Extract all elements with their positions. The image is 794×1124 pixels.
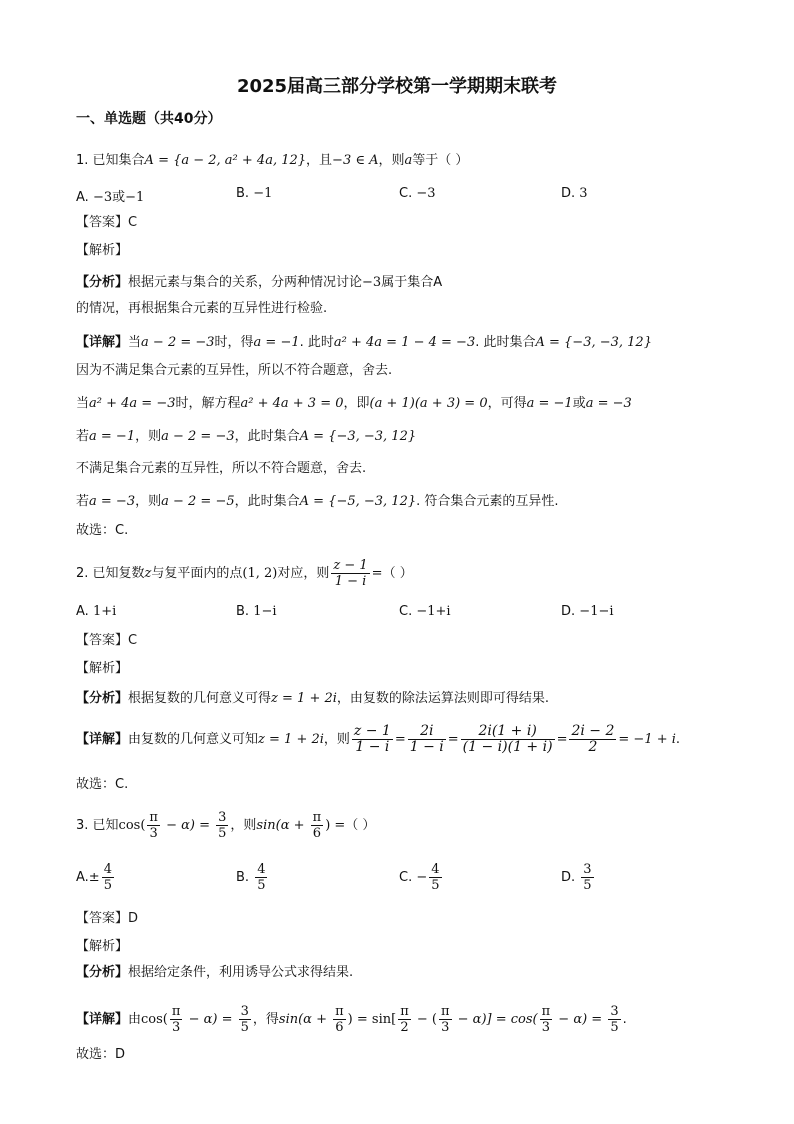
q2-option-a: A. 1+i	[76, 604, 117, 619]
q3-stem: 3. 已知cos( $\frac{\pi}{3}$ − α) = $\frac{3}{5}$ ，则sin(α + $\frac{\pi}{6}$ ) =（ ）	[76, 810, 376, 841]
q2-option-c: C. −1+i	[399, 604, 451, 619]
q1-detail-4: 若a = −1，则a − 2 = −3，此时集合A = {−3, −3, 12}	[76, 429, 417, 444]
q1-detail-1: 【详解】当a − 2 = −3时，得a = −1. 此时a² + 4a = 1 − 4 = −3. 此时集合A = {−3, −3, 12}	[76, 335, 652, 350]
q2-answer: 【答案】C	[76, 633, 138, 648]
page-title: 2025届高三部分学校第一学期期末联考	[236, 76, 558, 97]
q1-option-b: B. −1	[236, 186, 273, 201]
q1-detail-6: 若a = −3，则a − 2 = −5，此时集合A = {−5, −3, 12}. 符合集合元素的互异性.	[76, 494, 559, 509]
q3-detail: 【详解】由cos( $\frac{\pi}{3}$ − α) = $\frac{3}{5}$ ，得sin(α + $\frac{\pi}{6}$ ) = sin[ $\frac{\pi}{2}$ − ( $\frac{\pi}{3}$ − α)] = cos( $\frac{\pi}{3}$ − α) = $\frac{3}{5}$ .	[76, 1004, 627, 1035]
q2-stem: 2. 已知复数z与复平面内的点(1, 2)对应，则 $\frac{z - 1}{1 - i}$ =（ ）	[76, 558, 413, 589]
q2-detail: 【详解】由复数的几何意义可知z = 1 + 2i，则 $\frac{z - 1}{1 - i}$ = $\frac{2i}{1 - i}$ = $\frac{2i(1 + i)}{(1 - i)(1 + i)}$ = $\frac{2i - 2}{2}$ = −1 + i.	[76, 723, 681, 755]
q2-option-d: D. −1−i	[561, 604, 614, 619]
q2-choice: 故选：C.	[76, 777, 129, 792]
q2-option-b: B. 1−i	[236, 604, 277, 619]
q1-detail-2: 因为不满足集合元素的互异性，所以不符合题意，舍去.	[76, 363, 393, 378]
q3-option-a: A.± $\frac{4}{5}$	[76, 862, 112, 893]
q1-analysis-label: 【解析】	[76, 243, 129, 258]
q3-answer: 【答案】D	[76, 911, 139, 926]
q3-analysis-label: 【解析】	[76, 939, 129, 954]
q2-fraction: $\frac{z - 1}{1 - i}$	[333, 558, 368, 589]
q1-detail-5: 不满足集合元素的互异性，所以不符合题意，舍去.	[76, 461, 367, 476]
q3-choice: 故选：D	[76, 1047, 126, 1062]
q2-fenxi: 【分析】根据复数的几何意义可得z = 1 + 2i，由复数的除法运算法则即可得结果.	[76, 691, 550, 706]
q1-detail-3: 当a² + 4a = −3时，解方程a² + 4a + 3 = 0，即(a + 1)(a + 3) = 0，可得a = −1或a = −3	[76, 396, 632, 411]
q1-option-d: D. 3	[561, 186, 588, 201]
q1-fenxi: 【分析】根据元素与集合的关系，分两种情况讨论−3属于集合A	[76, 275, 443, 290]
q3-option-c: C. − $\frac{4}{5}$	[399, 862, 440, 893]
q3-option-b: B. $\frac{4}{5}$	[236, 862, 266, 893]
q1-option-a: A. −3或−1	[76, 190, 145, 205]
q1-choice: 故选：C.	[76, 523, 129, 538]
section-heading: 一、单选题（共40分）	[76, 111, 222, 127]
q2-analysis-label: 【解析】	[76, 661, 129, 676]
q3-option-d: D. $\frac{3}{5}$	[561, 862, 592, 893]
q1-stem: 1. 已知集合A = {a − 2, a² + 4a, 12}，且−3 ∈ A，则a等于（ ）	[76, 153, 469, 168]
q1-option-c: C. −3	[399, 186, 436, 201]
q3-fenxi: 【分析】根据给定条件，利用诱导公式求得结果.	[76, 965, 354, 980]
q1-fenxi-cont: 的情况，再根据集合元素的互异性进行检验.	[76, 301, 328, 316]
q1-answer: 【答案】C	[76, 215, 138, 230]
